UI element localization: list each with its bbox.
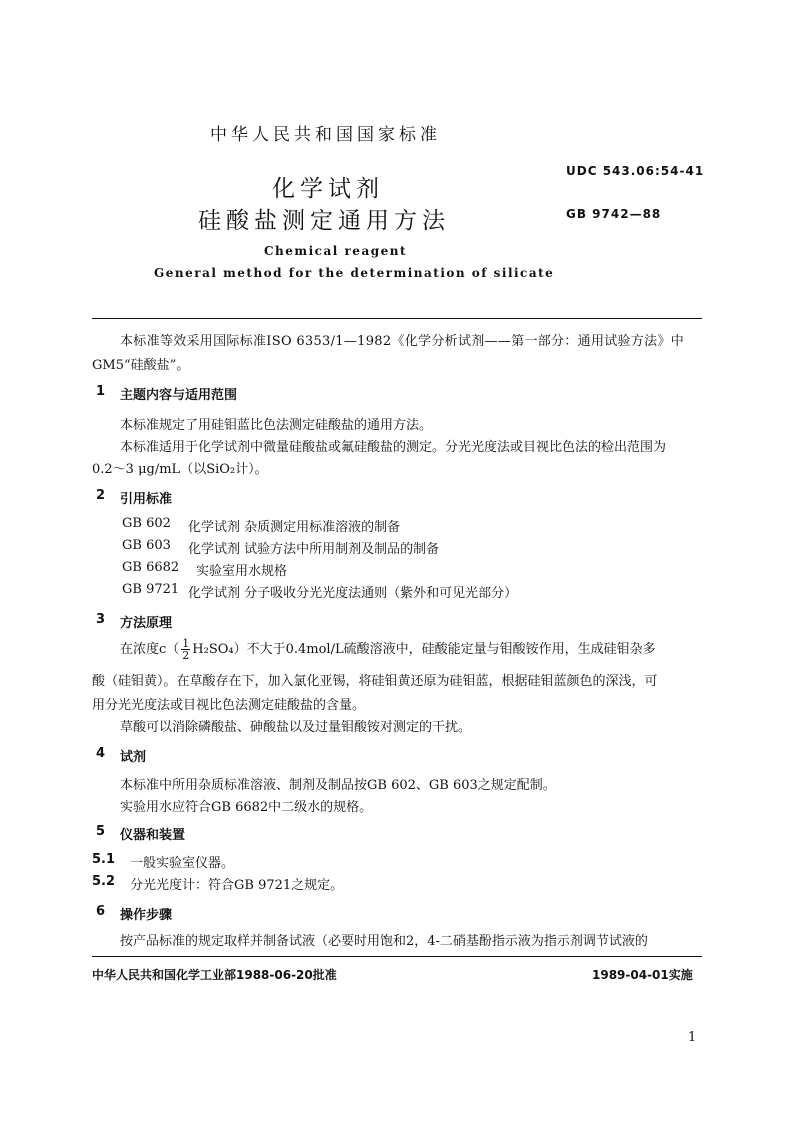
section-3-line-1	[120, 638, 656, 662]
fraction-numerator: 1	[182, 637, 190, 650]
reference-code: GB 603	[122, 538, 171, 553]
reference-title: 化学试剂 杂质测定用标准溶液的制备	[188, 520, 401, 535]
fraction	[181, 638, 190, 661]
section-2-number: 2	[96, 488, 106, 503]
section-4-number: 4	[96, 746, 106, 761]
document-title-line-2: 硅酸盐测定通用方法	[198, 208, 450, 234]
section-3-line-1-post: H₂SO₄）不大于0.4mol/L硫酸溶液中，硅酸能定量与钼酸铵作用，生成硅钼杂多	[192, 642, 656, 657]
section-4-title: 试剂	[120, 750, 147, 765]
section-3-number: 3	[96, 612, 106, 627]
section-4-para-1: 本标准中所用杂质标准溶液、制剂及制品按GB 602、GB 603之规定配制。	[120, 778, 556, 793]
gb-standard-number: GB 9742—88	[566, 207, 662, 221]
section-6-number: 6	[96, 904, 106, 919]
clause-text: 分光光度计：符合GB 9721之规定。	[130, 878, 344, 893]
intro-line-2: GM5“硅酸盐”。	[92, 358, 190, 373]
section-2-title: 引用标准	[120, 492, 173, 507]
english-title-line-2: General method for the determination of silicate	[154, 266, 555, 280]
section-3-line-4: 草酸可以消除磷酸盐、砷酸盐以及过量钼酸铵对测定的干扰。	[120, 720, 472, 735]
clause-number: 5.2	[92, 874, 116, 889]
section-3-line-2: 酸（硅钼黄）。在草酸存在下，加入氯化亚锡，将硅钼黄还原为硅钼蓝，根据硅钼蓝颜色的深浅，可	[92, 674, 658, 689]
reference-title: 实验室用水规格	[196, 564, 288, 579]
section-5-number: 5	[96, 824, 106, 839]
udc-code: UDC 543.06:54-41	[566, 164, 705, 178]
section-4-para-2: 实验用水应符合GB 6682中二级水的规格。	[120, 800, 373, 815]
effective-date: 1989-04-01实施	[592, 968, 693, 982]
clause-number: 5.1	[92, 852, 116, 867]
reference-code: GB 6682	[122, 560, 180, 575]
section-3-line-3: 用分光光度法或目视比色法测定硅酸盐的含量。	[92, 698, 366, 713]
section-1-para-2: 本标准适用于化学试剂中微量硅酸盐或氟硅酸盐的测定。分光光度法或目视比色法的检出范围为	[120, 440, 667, 455]
footer-divider	[92, 956, 702, 957]
english-title-line-1: Chemical reagent	[264, 244, 408, 258]
section-6-title: 操作步骤	[120, 908, 173, 923]
section-1-para-1: 本标准规定了用硅钼蓝比色法测定硅酸盐的通用方法。	[120, 418, 433, 433]
section-3-title: 方法原理	[120, 616, 173, 631]
approval-date: 中华人民共和国化学工业部1988-06-20批准	[92, 968, 337, 982]
section-1-number: 1	[96, 384, 106, 399]
page-number: 1	[688, 1030, 697, 1045]
reference-code: GB 602	[122, 516, 171, 531]
clause-text: 一般实验室仪器。	[130, 856, 235, 871]
reference-title: 化学试剂 分子吸收分光光度法通则（紫外和可见光部分）	[188, 586, 518, 601]
section-3-line-1-pre: 在浓度c（	[120, 642, 180, 657]
section-1-para-3: 0.2～3 μg/mL（以SiO₂计）。	[92, 462, 268, 477]
fraction-denominator: 2	[182, 649, 190, 662]
section-1-title: 主题内容与适用范围	[120, 388, 238, 403]
intro-line-1: 本标准等效采用国际标准ISO 6353/1—1982《化学分析试剂——第一部分：通用试验方法》中	[120, 334, 685, 349]
reference-code: GB 9721	[122, 582, 180, 597]
header-divider	[92, 318, 702, 319]
document-title-line-1: 化学试剂	[272, 176, 384, 202]
issuing-authority: 中华人民共和国国家标准	[210, 125, 441, 145]
section-6-para-1: 按产品标准的规定取样并制备试液（必要时用饱和2，4-二硝基酚指示液为指示剂调节试液的	[120, 934, 648, 949]
reference-title: 化学试剂 试验方法中所用制剂及制品的制备	[188, 542, 440, 557]
section-5-title: 仪器和装置	[120, 828, 186, 843]
